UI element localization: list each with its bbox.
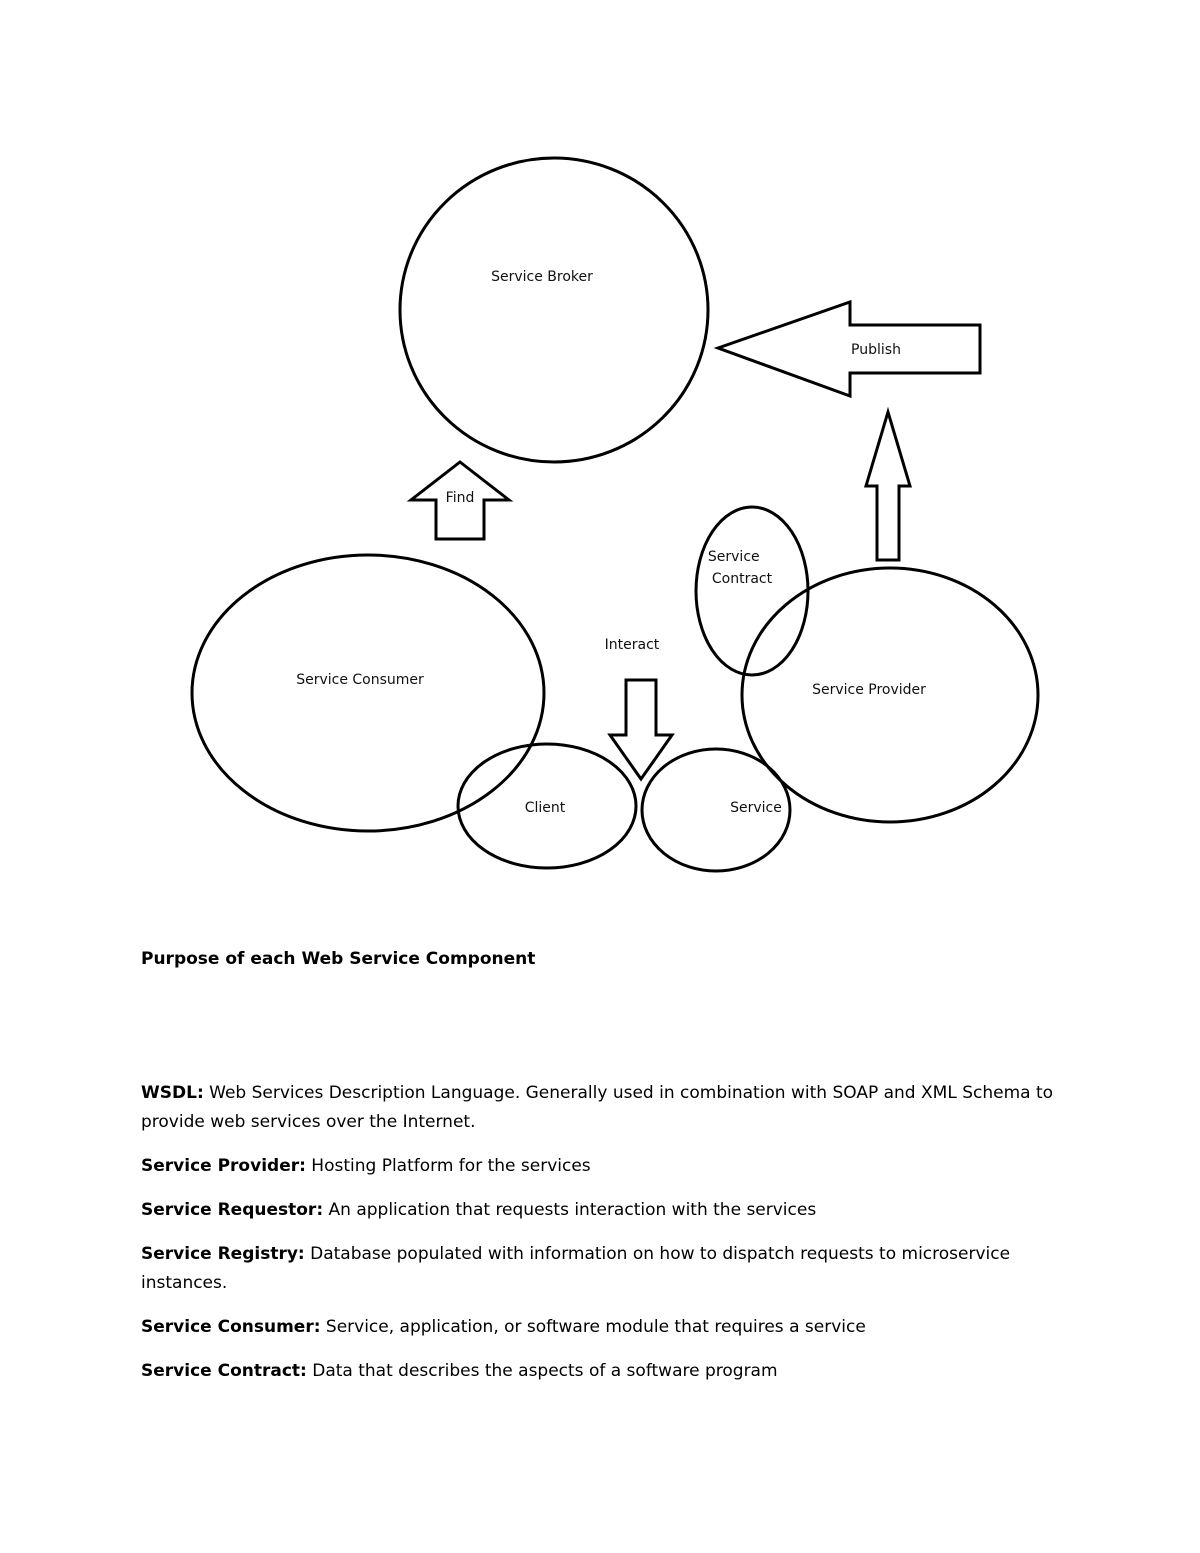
definition-term: Service Contract:: [141, 1361, 307, 1381]
definition-text: An application that requests interaction with the services: [323, 1200, 817, 1220]
definition-text: Service, application, or software module that requires a service: [320, 1317, 866, 1337]
service-broker-circle: [400, 158, 708, 462]
service-label: Service: [730, 800, 782, 816]
definition-text: Database populated with information on how to dispatch requests to microservice instances.: [141, 1244, 1011, 1293]
definition-term: Service Requestor:: [141, 1200, 324, 1220]
document-heading: Purpose of each Web Service Component: [141, 949, 536, 969]
definition-term: Service Provider:: [141, 1156, 306, 1176]
service-consumer-label: Service Consumer: [296, 672, 424, 688]
interact-label: Interact: [604, 637, 660, 653]
service-provider-label: Service Provider: [812, 682, 926, 698]
publish-arrow-label: Publish: [851, 342, 901, 358]
definition-service-contract: [141, 1357, 1061, 1386]
definition-service-registry: [141, 1240, 1061, 1298]
service-broker-label: Service Broker: [491, 269, 593, 285]
definition-term: Service Consumer:: [141, 1317, 321, 1337]
service-contract-label-line1: Service: [707, 549, 760, 565]
definition-text: Data that describes the aspects of a software program: [306, 1361, 778, 1381]
definition-text: Web Services Description Language. Generally used in combination with SOAP and XML Schema to provide web services over the Internet.: [141, 1083, 1054, 1132]
definition-service-requestor: [141, 1196, 1061, 1225]
definition-service-provider: [141, 1152, 1061, 1181]
provider-up-arrow: [866, 412, 910, 560]
definition-text: Hosting Platform for the services: [305, 1156, 591, 1176]
definition-term: WSDL:: [141, 1083, 204, 1103]
definition-service-consumer: [141, 1313, 1061, 1342]
definition-wsdl: [141, 1079, 1061, 1137]
interact-arrow: [610, 680, 672, 779]
find-arrow-label: Find: [445, 490, 475, 506]
service-contract-label-line2: Contract: [711, 571, 773, 587]
client-label: Client: [524, 800, 566, 816]
definitions-list: [141, 1079, 1061, 1401]
publish-arrow: [718, 302, 980, 396]
definition-term: Service Registry:: [141, 1244, 305, 1264]
